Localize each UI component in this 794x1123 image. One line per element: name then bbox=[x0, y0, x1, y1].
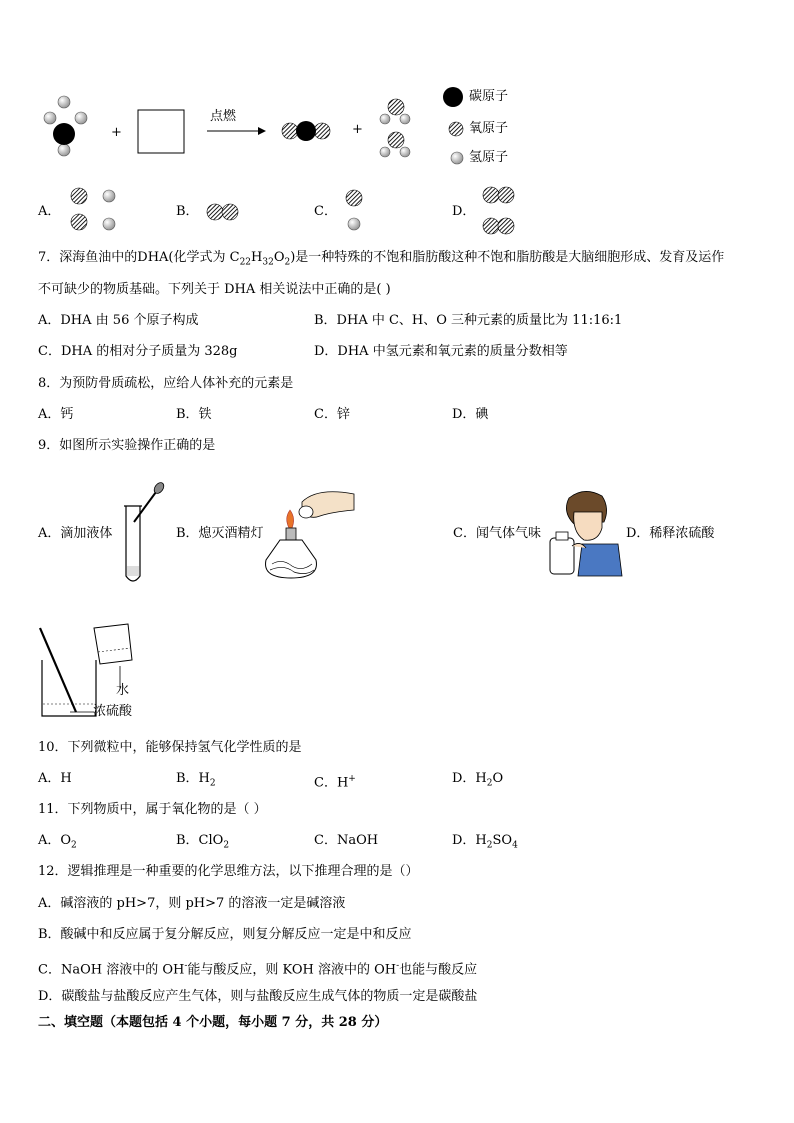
q7-option-c: C．DHA 的相对分子质量为 328g bbox=[38, 344, 238, 359]
q11-option-c: C．NaOH bbox=[314, 833, 379, 848]
q12-option-d: D．碳酸盐与盐酸反应产生气体，则与盐酸反应生成气体的物质一定是碳酸盐 bbox=[38, 989, 478, 1004]
q11-option-a: A．$O_2$ bbox=[38, 833, 77, 851]
q7-option-a: A．DHA 由 56 个原子构成 bbox=[38, 313, 199, 328]
question-7-stem: 7．深海鱼油中的DHA(化学式为 $C_{22}H_{32}O_2$)是一种特殊的不饱和脂肪酸这种不饱和脂肪酸是大脑细胞形成、发育及运作 bbox=[38, 250, 725, 268]
question-10-stem: 10．下列微粒中，能够保持氢气化学性质的是 bbox=[38, 740, 302, 755]
q8-option-d: D．碘 bbox=[452, 407, 489, 422]
plus-sign: + bbox=[111, 125, 122, 140]
legend-hydrogen-symbol bbox=[451, 152, 463, 164]
q9-option-c: C．闻气体气味 bbox=[453, 526, 541, 541]
option-d-particles bbox=[483, 187, 514, 234]
q8-option-a: A．钙 bbox=[38, 407, 74, 422]
product-molecule-h2o bbox=[380, 99, 410, 157]
q9-option-d: D．稀释浓硫酸 bbox=[626, 526, 715, 541]
legend-carbon-symbol bbox=[443, 87, 463, 107]
option-b-label: B． bbox=[176, 204, 199, 219]
q10-option-c: C．H+ bbox=[314, 774, 356, 791]
unknown-reactant-box bbox=[138, 110, 184, 153]
reaction-condition: 点燃 bbox=[210, 109, 237, 124]
option-a-label: A． bbox=[38, 204, 61, 219]
reactant-molecule-1 bbox=[44, 96, 87, 156]
legend-oxygen-label: 氧原子 bbox=[469, 121, 509, 136]
legend-hydrogen-label: 氢原子 bbox=[469, 150, 509, 165]
q9-option-a: A．滴加液体 bbox=[38, 526, 113, 541]
plus-sign: + bbox=[352, 122, 363, 137]
smelling-gas-illustration bbox=[544, 488, 624, 578]
reaction-diagram bbox=[0, 0, 794, 240]
option-c-particles bbox=[346, 190, 362, 230]
product-molecule-co2 bbox=[282, 121, 330, 141]
q8-option-b: B．铁 bbox=[176, 407, 212, 422]
label-concentrated-acid: 浓硫酸 bbox=[93, 704, 133, 719]
label-water: 水 bbox=[116, 683, 130, 698]
legend-carbon-label: 碳原子 bbox=[469, 89, 509, 104]
q11-option-b: B．ClO$_2$ bbox=[176, 833, 230, 851]
question-7-stem-line2: 不可缺少的物质基础。下列关于 DHA 相关说法中正确的是( ) bbox=[38, 282, 391, 297]
option-c-label: C． bbox=[314, 204, 337, 219]
q10-option-a: A．H bbox=[38, 771, 72, 786]
question-12-stem: 12．逻辑推理是一种重要的化学思维方法，以下推理合理的是（） bbox=[38, 864, 419, 879]
q7-option-b: B．DHA 中 C、H、O 三种元素的质量比为 11:16:1 bbox=[314, 313, 623, 328]
alcohol-lamp-illustration bbox=[262, 482, 362, 582]
option-a-particles bbox=[71, 188, 115, 230]
q7-option-d: D．DHA 中氢元素和氧元素的质量分数相等 bbox=[314, 344, 568, 359]
dropper-test-tube-illustration bbox=[118, 478, 178, 588]
q9-option-b: B．熄灭酒精灯 bbox=[176, 526, 264, 541]
legend-oxygen-symbol bbox=[449, 122, 463, 136]
section-2-title: 二、填空题（本题包括 4 个小题，每小题 7 分，共 28 分） bbox=[38, 1015, 388, 1030]
q12-option-a: A．碱溶液的 pH>7，则 pH>7 的溶液一定是碱溶液 bbox=[38, 896, 346, 911]
question-9-stem: 9．如图所示实验操作正确的是 bbox=[38, 438, 216, 453]
q12-option-c: C．NaOH 溶液中的 OH-能与酸反应，则 KOH 溶液中的 OH-也能与酸反应 bbox=[38, 961, 478, 978]
q12-option-b: B．酸碱中和反应属于复分解反应，则复分解反应一定是中和反应 bbox=[38, 927, 412, 942]
q10-option-d: D．$H_2O$ bbox=[452, 771, 504, 789]
question-8-stem: 8．为预防骨质疏松，应给人体补充的元素是 bbox=[38, 376, 294, 391]
q11-option-d: D．$H_2SO_4$ bbox=[452, 833, 518, 851]
q8-option-c: C．锌 bbox=[314, 407, 350, 422]
reaction-arrow bbox=[207, 127, 266, 135]
option-d-label: D． bbox=[452, 204, 476, 219]
option-b-particles bbox=[207, 204, 238, 220]
q10-option-b: B．$H_2$ bbox=[176, 771, 216, 789]
question-11-stem: 11．下列物质中，属于氧化物的是（ ） bbox=[38, 802, 267, 817]
